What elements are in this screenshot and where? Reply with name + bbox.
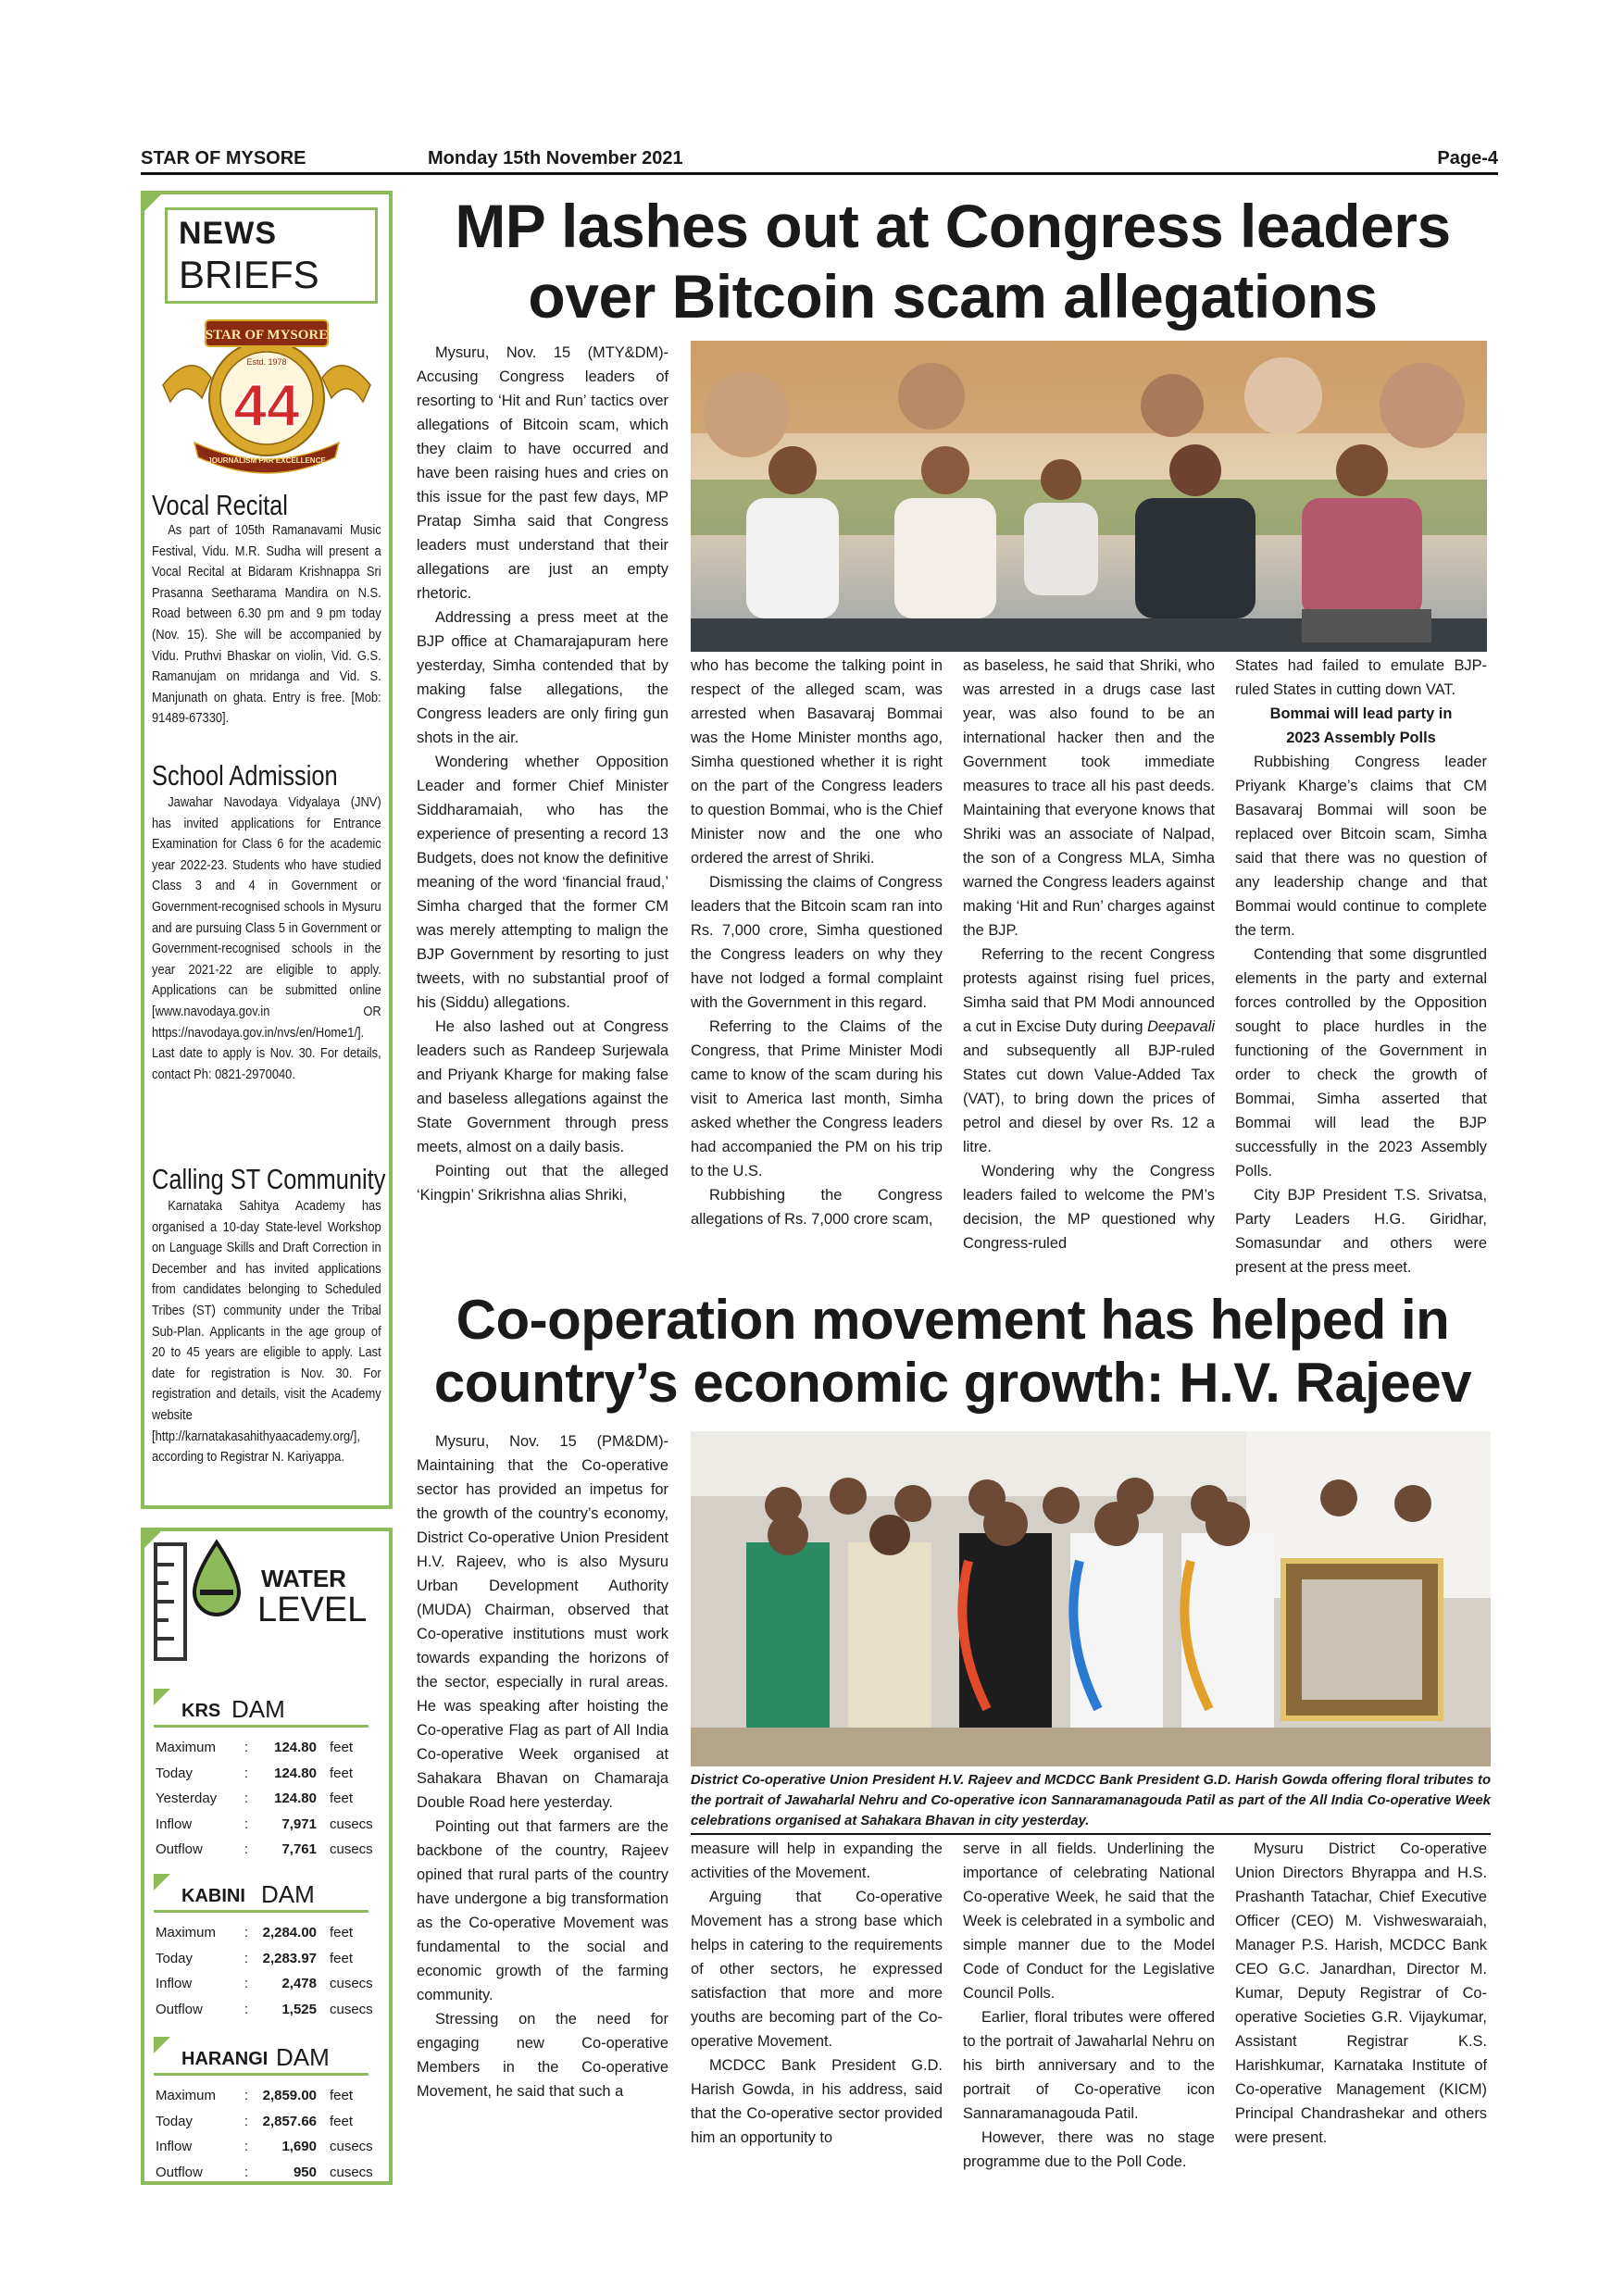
- row-value: 124.80: [274, 1791, 317, 1807]
- row-value: 7,971: [281, 1816, 317, 1832]
- photo-caption: District Co-operative Union President H.V. Rajeev and MCDCC Bank President G.D. Harish Gowda offering floral tributes to the portrait of Jawaharlal Nehru and Co-operative icon Sannaramanagouda Patil as part of the All India Co-operative Week celebrations organised at Sahakara Bhavan in city yesterday.: [691, 1773, 1491, 1828]
- row-unit: cusecs: [330, 1976, 373, 1992]
- row-key: Inflow: [156, 1976, 193, 1992]
- dam-name: HARANGI: [181, 2049, 269, 2069]
- article2-col3: [963, 1837, 1215, 2174]
- row-value: 950: [293, 2164, 317, 2180]
- brief-body-vocal-recital: As part of 105th Ramanavami Music Festival, Vidu. M.R. Sudha will present a Vocal Recital at Bidaram Krishnappa Sri Prasanna Seetharama Mandira on N.S. Road between 6.30 pm and 9 pm today (Nov. 15). She will be accompanied by Vidu. Pruthvi Bhaskar on violin, Vid. G.S. Ramanujam on mridanga and Vid. S. Manjunath on ghata. Entry is free. [Mob: 91489-67330].: [152, 522, 381, 727]
- panel-corner: [141, 191, 165, 215]
- page-number: Page-4: [1437, 148, 1498, 168]
- table-row: Yesterday : 124.80 feet: [156, 1786, 385, 1812]
- row-key: Today: [156, 2113, 194, 2129]
- row-unit: feet: [330, 1765, 354, 1781]
- row-unit: cusecs: [330, 1816, 373, 1832]
- row-unit: feet: [330, 1791, 354, 1807]
- headline-line: over Bitcoin scam allegations: [528, 262, 1378, 331]
- row-value: 2,857.66: [262, 2113, 317, 2129]
- water-gauge-icon: [152, 1537, 263, 1666]
- news-briefs-header: [165, 207, 378, 304]
- paragraph: Earlier, floral tributes were offered to the portrait of Jawaharlal Nehru on his birth anniversary and to the portrait of Co-operative icon Sannaramanagouda Patil.: [963, 2009, 1215, 2122]
- table-row: Maximum : 124.80 feet: [156, 1735, 385, 1761]
- paragraph: Addressing a press meet at the BJP office at Chamarajapuram here yesterday, Simha contended that by making false allegations, the Congress leaders are only firing gun shots in the air.: [417, 609, 668, 746]
- paragraph: Rubbishing the Congress allegations of Rs. 7,000 crore scam,: [691, 1187, 943, 1228]
- row-key: Maximum: [156, 1925, 217, 1941]
- table-row: Inflow : 1,690 cusecs: [156, 2134, 385, 2160]
- text-run: Referring to the recent Congress protests against rising fuel prices, Simha said that PM Modi announced a cut in Excise Duty during: [963, 946, 1215, 1035]
- article2-col2: [691, 1837, 943, 2150]
- row-key: Inflow: [156, 2139, 193, 2155]
- row-key: Maximum: [156, 2088, 217, 2104]
- row-value: 2,478: [281, 1976, 317, 1992]
- row-unit: feet: [330, 1925, 354, 1941]
- news-briefs-panel: [141, 191, 393, 1509]
- paragraph: Rubbishing Congress leader Priyank Kharge’s claims that CM Basavaraj Bommai will soon be replaced over Bitcoin scam, Simha said that there was no question of any leadership change and that Bommai would continue to complete the term.: [1235, 754, 1487, 939]
- dam-name: KRS: [181, 1701, 221, 1721]
- article1-headline: [407, 191, 1498, 331]
- paragraph: City BJP President T.S. Srivatsa, Party Leaders H.G. Giridhar, Somasundar and others were present at the press meet.: [1235, 1187, 1487, 1276]
- row-unit: feet: [330, 2088, 354, 2104]
- row-key: Outflow: [156, 2164, 203, 2180]
- star-of-mysore-44-logo: [157, 313, 376, 480]
- article2-col4: [1235, 1837, 1487, 2150]
- press-meet-photo: [691, 341, 1487, 652]
- row-key: Today: [156, 1765, 194, 1781]
- headline-line: country’s economic growth: H.V. Rajeev: [433, 1352, 1472, 1414]
- row-value: 124.80: [274, 1740, 317, 1756]
- row-key: Inflow: [156, 1816, 193, 1832]
- paragraph: serve in all fields. Underlining the importance of celebrating National Co-operative Week, he said that the Week is celebrated in a symbolic and simple manner due to the Model Code of Conduct for the Legislative Council Polls.: [963, 1841, 1215, 2002]
- briefs-label: BRIEFS: [179, 253, 319, 296]
- table-row: Today : 2,283.97 feet: [156, 1946, 385, 1972]
- cooperative-week-photo: [691, 1431, 1491, 1766]
- paragraph: as baseless, he said that Shriki, who was arrested in a drugs case last year, was also found to be an international hacker then and the Government took immediate measures to trace all his past deeds. Maintaining that everyone knows that Shriki was an associate of Nalpad, the son of a Congress MLA, Simha warned the Congress leaders against making ‘Hit and Run’ charges against the BJP.: [963, 657, 1215, 939]
- paragraph: Stressing on the need for engaging new Co-operative Members in the Co-operative Movement, he said that such a: [417, 2011, 668, 2100]
- row-unit: feet: [330, 1950, 354, 1966]
- table-row: Today : 2,857.66 feet: [156, 2109, 385, 2135]
- row-value: 2,284.00: [262, 1925, 317, 1941]
- paragraph: Contending that some disgruntled elements in the party and external forces controlled by the Opposition sought to place hurdles in the functioning of the Government in order to check the growth of Bommai, Simha asserted that Bommai will lead the BJP successfully in the 2023 Assembly Polls.: [1235, 946, 1487, 1179]
- row-key: Maximum: [156, 1740, 217, 1756]
- water-title-word: WATER: [261, 1565, 346, 1592]
- kabini-dam-title: [154, 1874, 369, 1913]
- paragraph: He also lashed out at Congress leaders such as Randeep Surjewala and Priyank Kharge for making false and baseless allegations against the State Government through press meets, almost on a daily basis.: [417, 1018, 668, 1155]
- row-unit: feet: [330, 2113, 354, 2129]
- row-key: Outflow: [156, 2001, 203, 2017]
- paragraph: Dismissing the claims of Congress leaders that the Bitcoin scam ran into Rs. 7,000 crore, Simha questioned the Congress leaders on why they have not lodged a formal complaint with the Government in this regard.: [691, 874, 943, 1011]
- dam-suffix: DAM: [261, 1880, 315, 1908]
- paragraph: Wondering whether Opposition Leader and former Chief Minister Siddharamaiah, who has the experience of presenting a record 13 Budgets, does not know the definitive meaning of the word ‘financial fraud,’ Simha charged that the former CM was merely attempting to malign the BJP Government by resorting to just tweets, with no substantial proof of his (Siddu) allegations.: [417, 754, 668, 1011]
- table-row: Outflow : 7,761 cusecs: [156, 1837, 385, 1863]
- row-unit: cusecs: [330, 2001, 373, 2017]
- level-title-word: LEVEL: [257, 1591, 368, 1629]
- text-run-italic: Deepavali: [1147, 1018, 1215, 1035]
- paragraph: Referring to the Claims of the Congress, that Prime Minister Modi came to know of the scam during his visit to America last month, Simha asked whether the Congress leaders had accompanied the PM on his trip to the U.S.: [691, 1018, 943, 1179]
- article1-col4: [1235, 654, 1487, 1279]
- table-row: Inflow : 2,478 cusecs: [156, 1971, 385, 1997]
- table-row: Outflow : 1,525 cusecs: [156, 1997, 385, 2023]
- brief-title-vocal-recital: Vocal Recital: [152, 489, 288, 521]
- caption-rule: [691, 1833, 1491, 1835]
- paragraph: Wondering why the Congress leaders failed to welcome the PM’s decision, the MP questioned why Congress-ruled: [963, 1163, 1215, 1252]
- article1-col2: [691, 654, 943, 1231]
- harangi-dam-title: [154, 2037, 369, 2076]
- row-value: 2,859.00: [262, 2088, 317, 2104]
- row-key: Outflow: [156, 1841, 203, 1858]
- paragraph: Pointing out that farmers are the backbone of the country, Rajeev opined that rural parts of the country have undergone a big transformation as the Co-operative Movement was fundamental to the social and economic growth of the farming community.: [417, 1818, 668, 2003]
- paragraph: Mysuru, Nov. 15 (PM&DM)- Maintaining that the Co-operative sector has provided an impetus for the growth of the country’s economy, District Co-operative Union President H.V. Rajeev, who is also Mysuru Urban Development Authority (MUDA) Chairman, observed that Co-operative institutions must work towards expanding the horizons of the sector, especially in rural areas. He was speaking after hoisting the Co-operative Flag as part of All India Co-operative Week organised at Sahakara Bhavan on Chamaraja Double Road here yesterday.: [417, 1433, 668, 1811]
- article2-col1: [417, 1429, 668, 2103]
- row-value: 1,690: [281, 2139, 317, 2155]
- news-label: NEWS: [179, 216, 277, 251]
- paragraph: However, there was no stage programme due to the Poll Code.: [963, 2129, 1215, 2170]
- table-row: Outflow : 950 cusecs: [156, 2160, 385, 2186]
- harangi-table: [156, 2083, 385, 2185]
- krs-dam-title: [154, 1689, 369, 1728]
- article1-col1: [417, 341, 668, 1207]
- paragraph: States had failed to emulate BJP-ruled States in cutting down VAT.: [1235, 657, 1487, 698]
- paragraph: [963, 942, 1215, 1159]
- brief-title-calling-st: Calling ST Community: [152, 1163, 386, 1195]
- row-value: 1,525: [281, 2001, 317, 2017]
- row-unit: cusecs: [330, 1841, 373, 1858]
- paragraph: Mysuru District Co-operative Union Directors Bhyrappa and H.S. Prashanth Tatachar, Chief Executive Officer (CEO) M. Vishweswaraiah, Manager P.S. Harish, MCDCC Bank CEO G.C. Janardhan, Director M. Kumar, Deputy Registrar of Co-operative Societies G.R. Vijaykumar, Assistant Registrar K.S. Harishkumar, Karnataka Institute of Co-operative Management (KICM) Principal Chandrashekar and others were present.: [1235, 1841, 1487, 2146]
- paragraph: measure will help in expanding the activities of the Movement.: [691, 1841, 943, 1881]
- brief-body-school-admission: Jawahar Navodaya Vidyalaya (JNV) has invited applications for Entrance Examination for Class 6 for the academic year 2022-23. Students who have studied Class 3 and 4 in Government or Government-recognised schools in Mysuru and are pursuing Class 5 in Government or Government-recognised schools in the year 2021-22 are eligible to apply. Applications can be submitted online [www.navodaya.gov.in OR https://navodaya.gov.in/nvs/en/Home1/]. Last date to apply is Nov. 30. For details, contact Ph: 0821-2970040.: [152, 794, 381, 1082]
- logo-estd-text: Estd. 1978: [246, 357, 287, 367]
- row-value: 2,283.97: [262, 1950, 317, 1966]
- text-run: and subsequently all BJP-ruled States cut down Value-Added Tax (VAT), to bring down the prices of petrol and diesel by over Rs. 12 a litre.: [963, 1042, 1215, 1155]
- brief-title-school-admission: School Admission: [152, 759, 338, 792]
- article2-headline: [407, 1289, 1498, 1415]
- table-row: Today : 124.80 feet: [156, 1761, 385, 1787]
- paragraph: Arguing that Co-operative Movement has a strong base which helps in catering to the requirements of other sectors, he expressed satisfaction that more and more youths are becoming part of the Co-operative Movement.: [691, 1889, 943, 2050]
- paragraph: who has become the talking point in respect of the alleged scam, was arrested when Basavaraj Bommai was the Home Minister months ago, Simha questioned whether it is right on the part of the Congress leaders to question Bommai, who is the Chief Minister now and the one who ordered the arrest of Shriki.: [691, 657, 943, 867]
- paragraph: Pointing out that the alleged ‘Kingpin’ Srikrishna alias Shriki,: [417, 1163, 668, 1204]
- row-key: Yesterday: [156, 1791, 218, 1807]
- logo-number: 44: [233, 372, 300, 439]
- krs-table: [156, 1735, 385, 1863]
- subheading: Bommai will lead party in: [1269, 705, 1453, 722]
- row-key: Today: [156, 1950, 194, 1966]
- dam-suffix: DAM: [231, 1695, 285, 1723]
- table-row: Maximum : 2,284.00 feet: [156, 1920, 385, 1946]
- row-unit: cusecs: [330, 2164, 373, 2180]
- table-row: Maximum : 2,859.00 feet: [156, 2083, 385, 2109]
- row-unit: cusecs: [330, 2139, 373, 2155]
- logo-motto: JOURNALISM PAR EXCELLENCE: [207, 456, 326, 465]
- masthead: [141, 148, 1498, 172]
- row-unit: feet: [330, 1740, 354, 1756]
- brief-body-calling-st: Karnataka Sahitya Academy has organised a 10-day State-level Workshop on Language Skills and Draft Correction in December and has invited applications from candidates belonging to Scheduled Tribes (ST) community under the Tribal Sub-Plan. Applicants in the age group of 20 to 45 years are eligible to apply. Last date for registration is Nov. 30. For registration and details, visit the Academy website [http://karnatakasahithyaacademy.org/], according to Registrar N. Kariyappa.: [152, 1198, 381, 1466]
- paragraph: MCDCC Bank President G.D. Harish Gowda, in his address, said that the Co-operative sector provided him an opportunity to: [691, 2057, 943, 2146]
- masthead-rule: [141, 172, 1498, 175]
- row-value: 124.80: [274, 1765, 317, 1781]
- dam-name: KABINI: [181, 1886, 245, 1906]
- article1-col3: [963, 654, 1215, 1255]
- dam-suffix: DAM: [276, 2043, 330, 2071]
- subheading: 2023 Assembly Polls: [1286, 730, 1436, 746]
- paragraph: Mysuru, Nov. 15 (MTY&DM)- Accusing Congress leaders of resorting to ‘Hit and Run’ tactics over allegations of Bitcoin scam, which they claim to have occurred and have been raising hues and cries on this issue for the past few days, MP Pratap Simha said that Congress leaders must understand that their allegations are just an empty rhetoric.: [417, 344, 668, 602]
- row-value: 7,761: [281, 1841, 317, 1858]
- issue-date: Monday 15th November 2021: [428, 148, 683, 168]
- logo-name-text: STAR OF MYSORE: [205, 328, 329, 343]
- water-level-panel: [141, 1528, 393, 2185]
- table-row: Inflow : 7,971 cusecs: [156, 1812, 385, 1838]
- paper-name: STAR OF MYSORE: [141, 148, 306, 168]
- kabini-table: [156, 1920, 385, 2022]
- headline-line: MP lashes out at Congress leaders: [455, 192, 1451, 260]
- headline-line: Co-operation movement has helped in: [456, 1289, 1450, 1351]
